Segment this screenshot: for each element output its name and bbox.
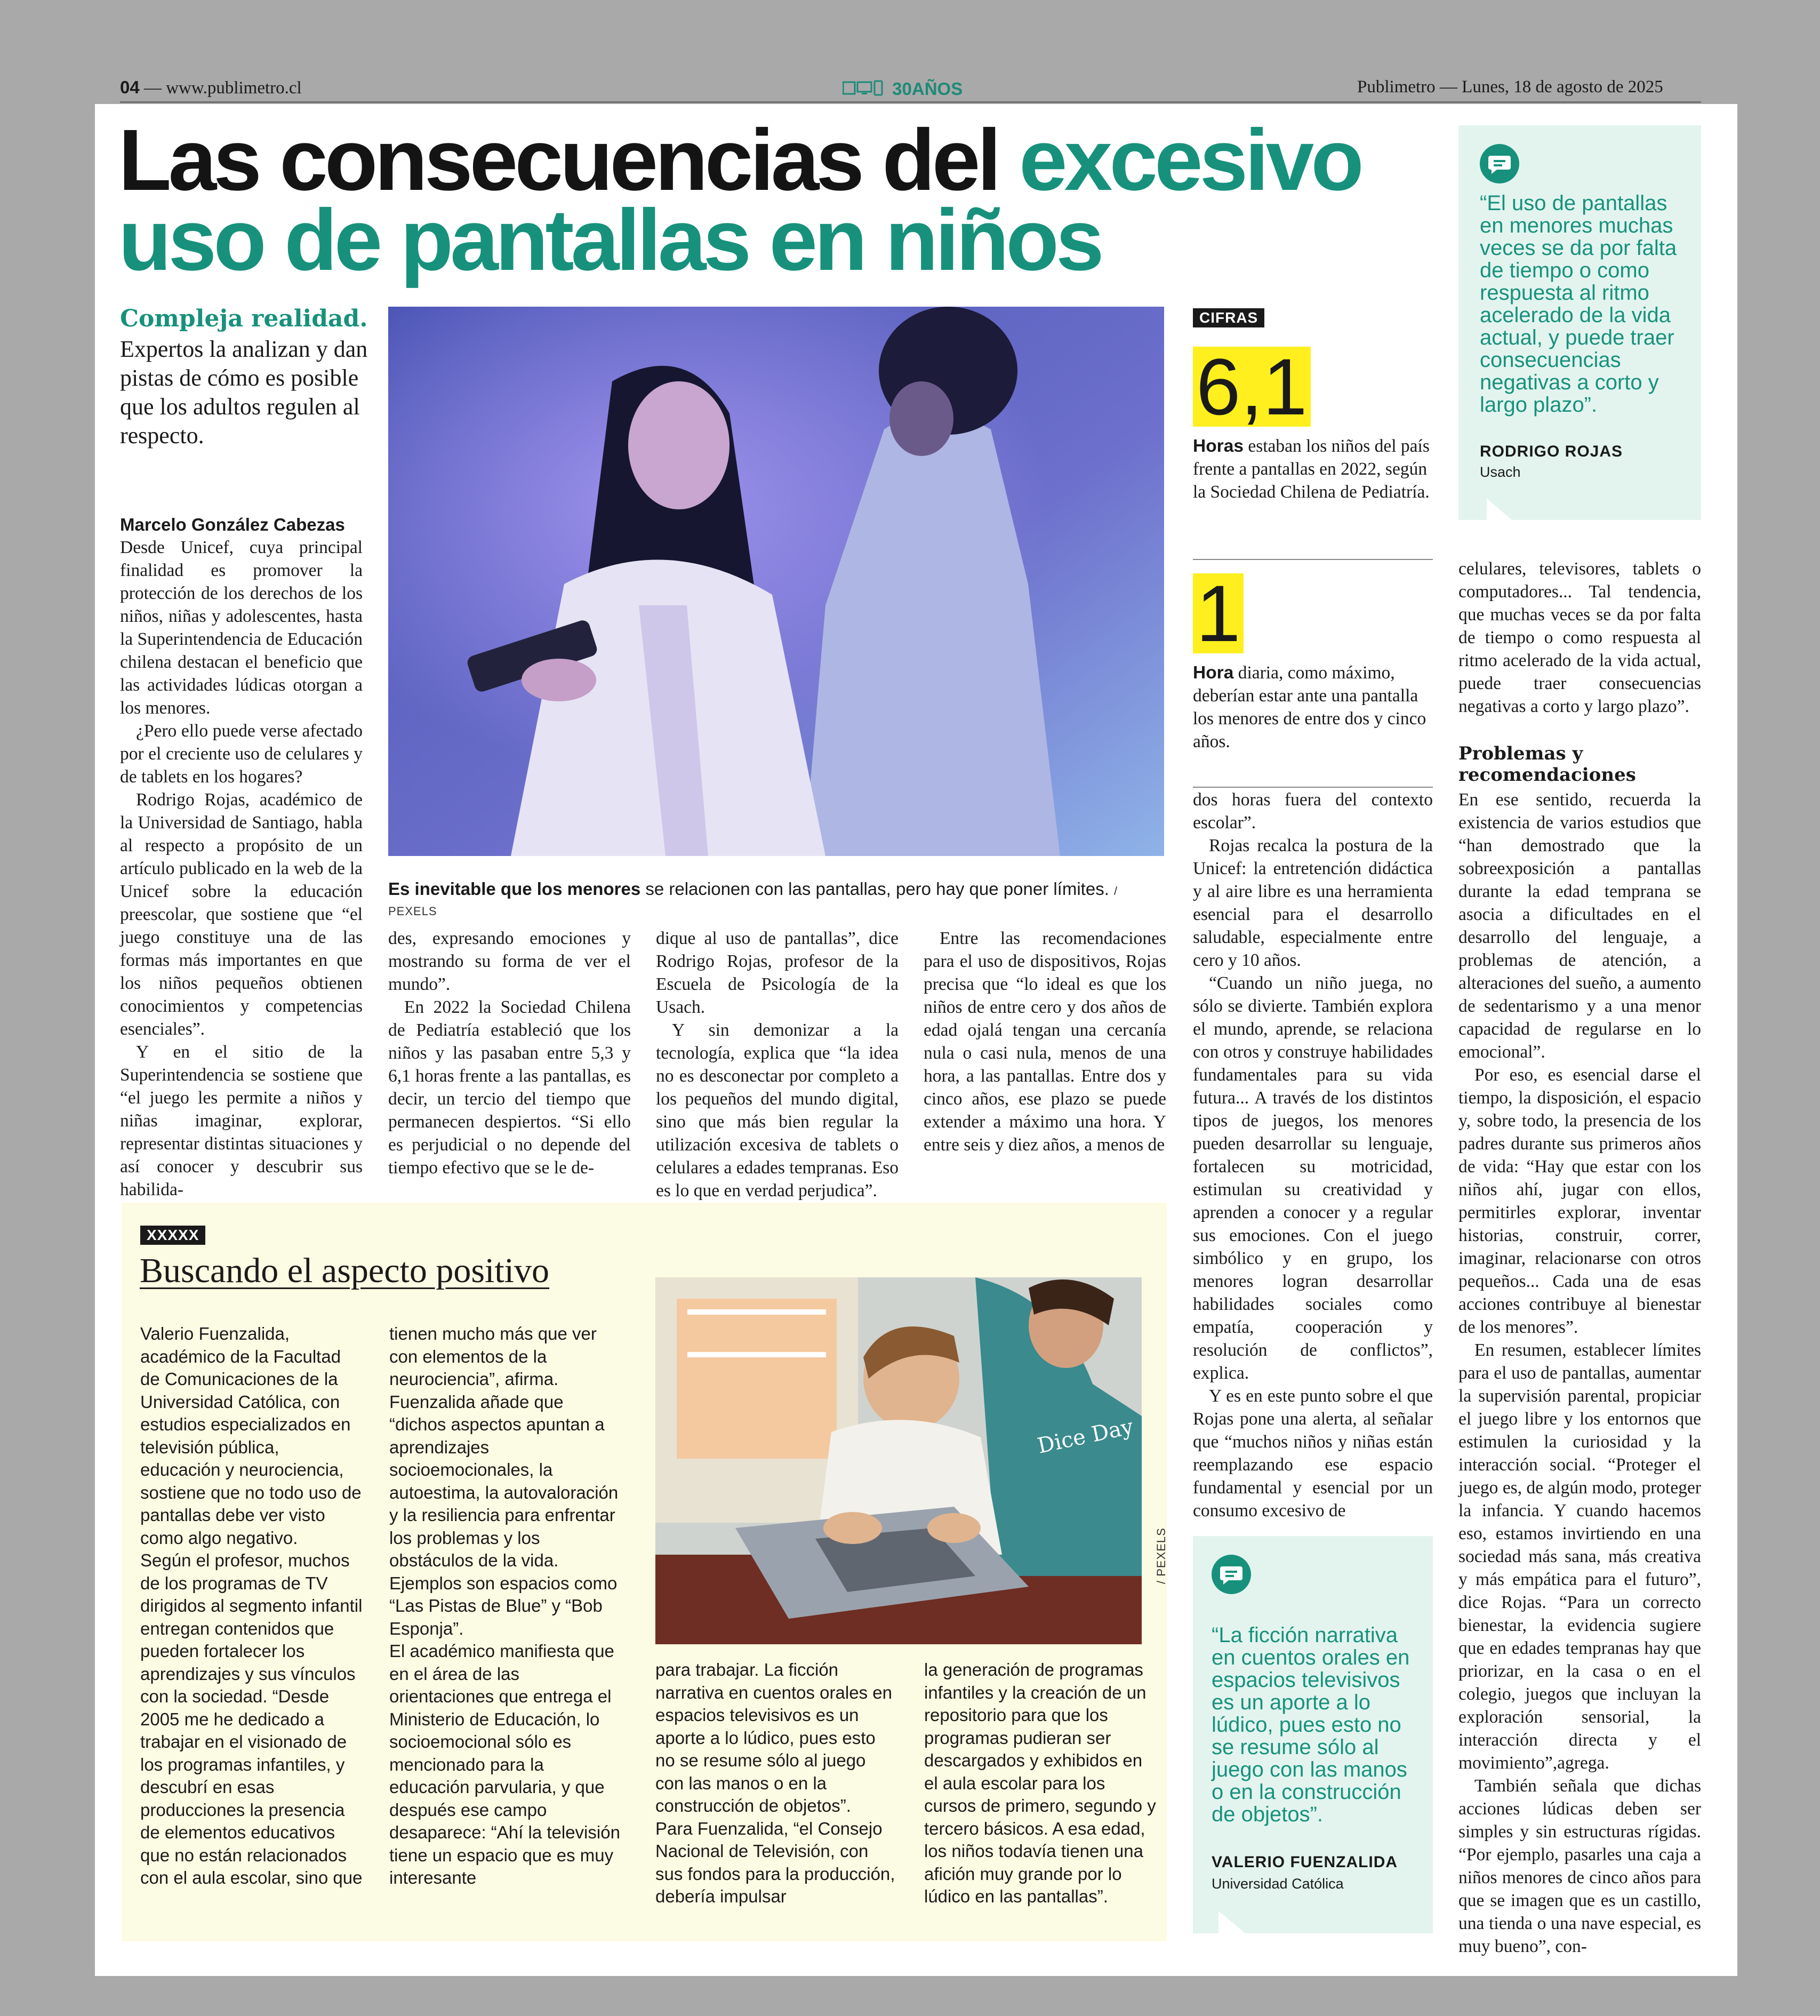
cifras-tag: CIFRAS	[1193, 308, 1264, 327]
article-col-6-intro	[1458, 557, 1701, 718]
box-title: Buscando el aspecto positivo	[140, 1251, 550, 1290]
article-col-4	[924, 927, 1166, 1156]
article-col-6	[1458, 788, 1701, 1958]
paragraph: Rojas recalca la postura de la Unicef: la entretención didáctica y al aire libre es una herramienta esencial para el desarrollo saludable, especialmente entre cero y 10 años.	[1193, 836, 1433, 970]
byline: Marcelo González Cabezas	[120, 515, 345, 534]
cifras-divider	[1193, 559, 1433, 560]
paragraph: Por eso, es esencial darse el tiempo, la disposición, el espacio y, sobre todo, la presencia de los padres durante sus primeros años de vida: “Hay que estar con los niños ahí, jugar con ellos, permitirles explorar, inventar historias, construir, correr, imaginar, relacionarse con otros pequeños... Cada una de esas acciones contribuye al bienestar de los menores”.	[1458, 1065, 1701, 1337]
paragraph: celulares, televisores, tablets o computadores... Tal tendencia, que muchas veces se da por falta de tiempo o como respuesta al ritmo acelerado de la vida actual, puede traer consecuencias negativas a corto y largo plazo”.	[1458, 559, 1701, 716]
paragraph: dos horas fuera del contexto escolar”.	[1193, 790, 1433, 833]
quote-affiliation: Universidad Católica	[1212, 1876, 1344, 1892]
paragraph: En 2022 la Sociedad Chilena de Pediatría estableció que los niños y las pasaban entre 5,3 y 6,1 horas frente a las pantallas, es decir, un tercio del tiempo que permanecen despiertos. “Si ello es perjudicial o no depende del tiempo efectivo que se le de-	[388, 997, 631, 1178]
paragraph: Fuenzalida añade que “dichos aspectos apuntan a aprendizajes socioemocionales, la autoestima, la autovaloración y la resiliencia para enfrentar los problemas y los obstáculos de la vida. Ejemplos son espacios como “Las Pistas de Blue” y “Bob Esponja”.	[389, 1391, 619, 1638]
caption-bold: Es inevitable que los menores	[388, 879, 641, 899]
paragraph: El académico manifiesta que en el área de las orientaciones que entrega el Ministerio de Educación, lo socioemocional sólo es mencionado para la educación parvularia, y que después ese campo desaparece: “Ahí la televisión tiene un espacio que es muy interesante	[389, 1641, 620, 1887]
pull-quote-fuenzalida	[1193, 1536, 1433, 1933]
caption-text: se relacionen con las pantallas, pero hay que poner límites.	[640, 879, 1109, 899]
paragraph: para trabajar. La ficción narrativa en cuentos orales en espacios televisivos es un aporte a lo lúdico, pues esto no se resume sólo al juego con las manos o en la construcción de objetos”.	[655, 1660, 892, 1815]
figure-2-text	[1193, 661, 1438, 753]
paragraph: tienen mucho más que ver con elementos de la neurociencia”, afirma.	[389, 1324, 597, 1389]
article-col-2	[388, 927, 631, 1179]
quote-affiliation: Usach	[1480, 464, 1521, 480]
box-col-4	[924, 1659, 1159, 1908]
deck-kicker: Compleja realidad.	[120, 305, 368, 332]
anniversary-logo	[843, 79, 963, 100]
speech-bubble-icon	[1480, 144, 1519, 183]
main-photo	[388, 307, 1164, 856]
photo-caption	[388, 879, 1167, 919]
site-url[interactable]: — www.publimetro.cl	[143, 78, 302, 98]
paragraph: ¿Pero ello puede verse afectado por el creciente uso de celulares y de tablets en los hogares?	[120, 721, 363, 787]
box-photo	[655, 1277, 1142, 1644]
speech-bubble-icon	[1212, 1555, 1251, 1594]
quote-text: “El uso de pantallas en menores muchas veces se da por falta de tiempo o como respuesta al ritmo acelerado de la vida actual, y puede traer consecuencias negativas a corto y largo plazo”.	[1480, 191, 1677, 417]
figure-1-value: 6,1	[1193, 347, 1311, 427]
anniversary-text: 30AÑOS	[892, 79, 963, 99]
photo-credit: / PEXELS	[1154, 1527, 1168, 1584]
paragraph: dique al uso de pantallas”, dice Rodrigo Rojas, profesor de la Escuela de Psicología de la Usach.	[656, 929, 899, 1017]
photo-credit: / PEXELS	[388, 884, 1118, 918]
headline-part3: uso de pantallas en niños	[118, 191, 1101, 289]
box-col-3	[655, 1659, 898, 1908]
paragraph: Según el profesor, muchos de los programas de TV dirigidos al segmento infantil entregan contenidos que pueden fortalecer los aprendizajes y sus vínculos con la sociedad. “Desde 2005 me he dedicado a trabajar en el visionado de los programas infantiles, y descubrí en esas producciones la presencia de elementos educativos que no están relacionados con el aula escolar, sino que	[140, 1550, 363, 1887]
box-col-2	[389, 1323, 624, 1890]
figure-2	[1193, 569, 1244, 658]
quote-text: “La ficción narrativa en cuentos orales en espacios televisivos es un aporte a lo lúdico, pues esto no se resume sólo al juego con las manos o en la construcción de objetos”.	[1212, 1623, 1410, 1826]
paragraph: Desde Unicef, cuya principal finalidad es promover la protección de los derechos de los niños, niñas y adolescentes, hasta la Superintendencia de Educación chilena destacan el beneficio que las actividades lúdicas otorgan a los menores.	[120, 538, 363, 718]
figure-1-label: Horas	[1193, 436, 1244, 456]
figure-1-desc: estaban los niños del país frente a pantallas en 2022, según la Sociedad Chilena de Pediatría.	[1193, 436, 1430, 502]
shirt-text: Dice Day	[1035, 1414, 1136, 1459]
paragraph: Valerio Fuenzalida, académico de la Facultad de Comunicaciones de la Universidad Católica, con estudios especializados en televisión pública, educación y neurociencia, sostiene que no todo uso de pantallas debe ver visto como algo negativo.	[140, 1324, 362, 1548]
paragraph: Y en el sitio de la Superintendencia se sostiene que “el juego les permite a niños y niñas imaginar, explorar, representar distintas situaciones y así conocer y descubrir sus habilida-	[120, 1042, 363, 1199]
paragraph: Y sin demonizar a la tecnología, explica que “la idea no es desconectar por completo a los pequeños del mundo digital, sino que más bien regular la utilización excesiva de tablets o celulares a edades tempranas. Eso es lo que en verdad perjudica”.	[656, 1020, 899, 1201]
box-col-1	[140, 1323, 364, 1890]
paragraph: Para Fuenzalida, “el Consejo Nacional de Televisión, con sus fondos para la producción, debería impulsar	[655, 1818, 895, 1906]
article-col-5	[1193, 788, 1433, 1522]
paragraph: la generación de programas infantiles y la creación de un repositorio para que los programas pudieran ser descargados y exhibidos en el aula escolar para los cursos de primero, segundo y tercero básicos. A esa edad, los niños todavía tienen una afición muy grande por lo lúdico en las pantallas”.	[924, 1660, 1156, 1906]
paragraph: En ese sentido, recuerda la existencia de varios estudios que “han demostrado que la sobreexposición a pantallas durante la edad temprana se asocia a dificultades en el desarrollo del lenguaje, a problemas de atención, a alteraciones del sueño, a aumento de sedentarismo y a una menor capacidad de regularse en lo emocional”.	[1458, 790, 1701, 1062]
quote-tail	[1218, 1911, 1245, 1933]
article-col-3	[656, 927, 899, 1202]
pull-quote-rojas	[1458, 125, 1701, 520]
quote-author: VALERIO FUENZALIDA	[1212, 1853, 1398, 1871]
paragraph: Rodrigo Rojas, académico de la Universidad de Santiago, habla al respecto a propósito de un artículo publicado en la web de la Unicef sobre la educación preescolar, que sostiene que “el juego constituye una de las formas más importantes en que los niños pequeños obtienen conocimientos y competencias esenciales”.	[120, 790, 363, 1039]
subheading: Problemas y recomendaciones	[1458, 743, 1636, 786]
paragraph: En resumen, establecer límites para el uso de pantallas, aumentar la supervisión parental, propiciar el juego libre y los entornos que estimulen la curiosidad y la interacción social. “Proteger el juego es, de algún modo, proteger la infancia. Y cuando hacemos eso, estamos invirtiendo en una sociedad más sana, más creativa y más empática para el futuro”, dice Rojas. “Para un correcto bienestar, la evidencia sugiere que en edades tempranas hay que priorizar, en la casa o en el colegio, juegos que incluyan la exploración sensorial, la interacción directa y el movimiento”,agrega.	[1458, 1340, 1701, 1773]
cifras-divider	[1193, 787, 1433, 788]
article-col-1	[120, 536, 363, 1201]
figure-2-label: Hora	[1193, 663, 1234, 683]
quote-author: RODRIGO ROJAS	[1480, 443, 1623, 460]
paragraph: “Cuando un niño juega, no sólo se divierte. También explora el mundo, aprende, se relaciona con otros y construye habilidades fundamentales para su vida futura... A través de los distintos tipos de juegos, los menores pueden desarrollar su lenguaje, fortalecen su motricidad, estimulan su creatividad y aprenden a conocer y a regular sus emociones. Con el juego simbólico y en grupo, los menores logran desarrollar habilidades sociales como empatía, cooperación y resolución de conflictos”, explica.	[1193, 973, 1433, 1383]
figure-1	[1193, 342, 1311, 431]
publication-date: Publimetro — Lunes, 18 de agosto de 2025	[1357, 77, 1663, 97]
page-number: 04	[120, 77, 140, 97]
headline-part1: Las consecuencias del	[118, 111, 998, 209]
paragraph: Y es en este punto sobre el que Rojas pone una alerta, al señalar que “muchos niños y niñas están reemplazando ese espacio fundamental y esencial por un consumo excesivo de	[1193, 1386, 1433, 1521]
figure-1-text	[1193, 435, 1438, 503]
paragraph: También señala que dichas acciones lúdicas deben ser simples y sin estructuras rígidas. “Por ejemplo, pasarles una caja a niños menores de cinco años para que se imagen que es un castillo, una tienda o una nave especial, es muy bueno”, con-	[1458, 1776, 1701, 1956]
headline	[118, 111, 1452, 289]
paragraph: Entre las recomendaciones para el uso de dispositivos, Rojas precisa que “lo ideal es que los niños de entre cero y dos años de edad ojalá tengan una cercanía nula o casi nula, menos de una hora, a las pantallas. Entre dos y cinco años, ese plazo se puede extender a máximo una hora. Y entre seis y diez años, a menos de	[924, 929, 1166, 1155]
figure-2-value: 1	[1193, 573, 1244, 653]
figure-2-desc: diaria, como máximo, deberían estar ante una pantalla los menores de entre dos y cinco años.	[1193, 663, 1426, 751]
paragraph: des, expresando emociones y mostrando su forma de ver el mundo”.	[388, 929, 631, 994]
deck-text: Expertos la analizan y dan pistas de cómo es posible que los adultos regulen al respecto.	[120, 336, 368, 449]
screens-icon	[843, 80, 887, 100]
page-header-left	[120, 77, 302, 98]
header-rule	[120, 101, 1701, 103]
headline-part2: excesivo	[1019, 111, 1361, 209]
box-tag: XXXXX	[140, 1226, 205, 1245]
quote-tail	[1487, 499, 1513, 521]
